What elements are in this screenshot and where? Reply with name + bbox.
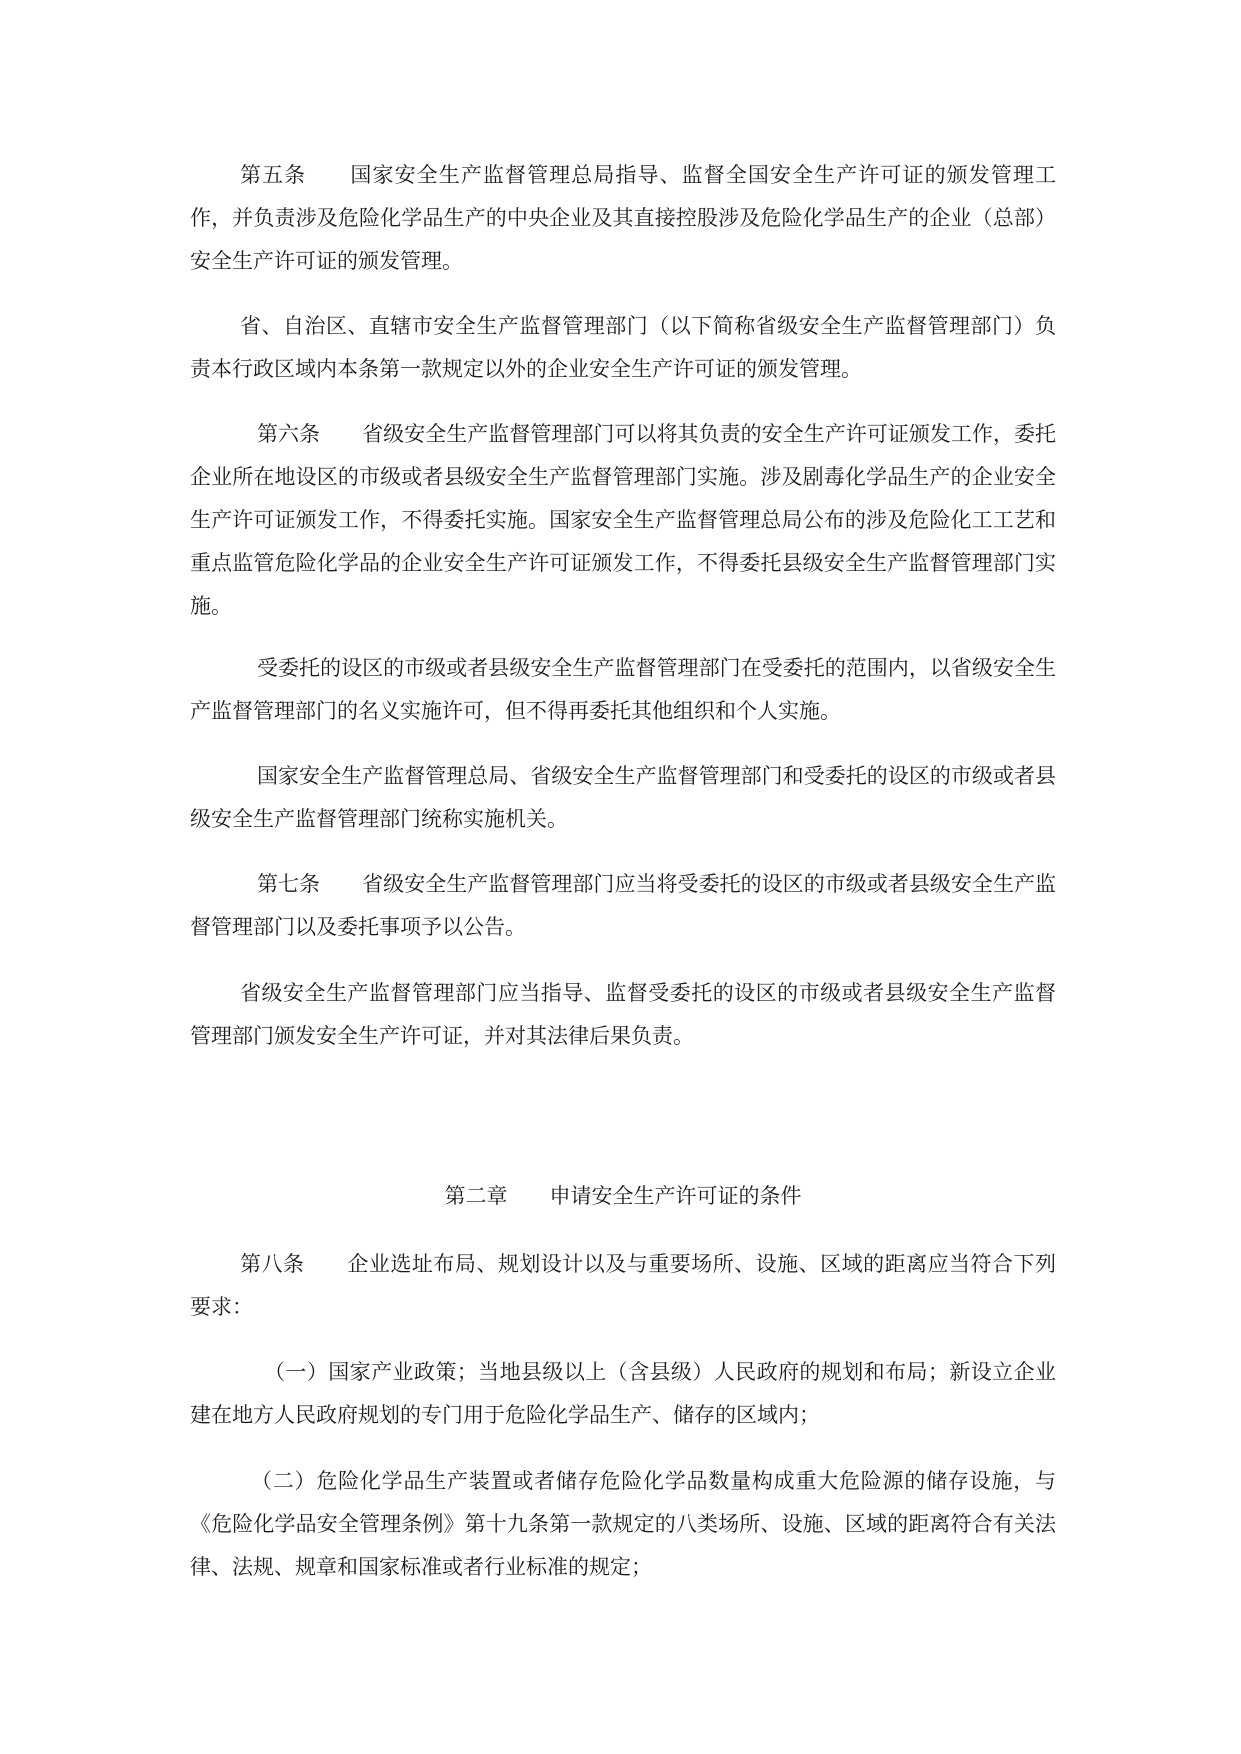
paragraph-article-8-item-2: （二）危险化学品生产装置或者储存危险化学品数量构成重大危险源的储存设施，与《危险化学品安全管理条例》第十九条第一款规定的八类场所、设施、区域的距离符合有关法律、法规、规章和国家标准或者行业标准的规定；	[190, 1469, 1056, 1579]
paragraph-article-7-clause-2: 省级安全生产监督管理部门应当指导、监督受委托的设区的市级或者县级安全生产监督管理部门颁发安全生产许可证，并对其法律后果负责。	[190, 981, 1056, 1048]
paragraph-article-6-clause-2: 受委托的设区的市级或者县级安全生产监督管理部门在受委托的范围内，以省级安全生产监督管理部门的名义实施许可，但不得再委托其他组织和个人实施。	[190, 656, 1056, 723]
paragraph-article-5-clause-2: 省、自治区、直辖市安全生产监督管理部门（以下简称省级安全生产监督管理部门）负责本行政区域内本条第一款规定以外的企业安全生产许可证的颁发管理。	[190, 314, 1056, 381]
paragraph-article-6: 第六条 省级安全生产监督管理部门可以将其负责的安全生产许可证颁发工作，委托企业所在地设区的市级或者县级安全生产监督管理部门实施。涉及剧毒化学品生产的企业安全生产许可证颁发工作，不得委托实施。国家安全生产监督管理总局公布的涉及危险化工工艺和重点监管危险化学品的企业安全生产许可证颁发工作，不得委托县级安全生产监督管理部门实施。	[190, 422, 1056, 618]
paragraph-article-6-clause-3: 国家安全生产监督管理总局、省级安全生产监督管理部门和受委托的设区的市级或者县级安全生产监督管理部门统称实施机关。	[190, 764, 1056, 831]
paragraph-article-8-item-1: （一）国家产业政策；当地县级以上（含县级）人民政府的规划和布局；新设立企业建在地方人民政府规划的专门用于危险化学品生产、储存的区域内；	[190, 1360, 1056, 1427]
chapter-heading: 第二章 申请安全生产许可证的条件	[444, 1184, 802, 1208]
paragraph-article-7: 第七条 省级安全生产监督管理部门应当将受委托的设区的市级或者县级安全生产监督管理部门以及委托事项予以公告。	[190, 872, 1056, 939]
paragraph-article-8: 第八条 企业选址布局、规划设计以及与重要场所、设施、区域的距离应当符合下列要求：	[190, 1252, 1056, 1319]
paragraph-article-5: 第五条 国家安全生产监督管理总局指导、监督全国安全生产许可证的颁发管理工作，并负责涉及危险化学品生产的中央企业及其直接控股涉及危险化学品生产的企业（总部）安全生产许可证的颁发管理。	[190, 163, 1056, 273]
